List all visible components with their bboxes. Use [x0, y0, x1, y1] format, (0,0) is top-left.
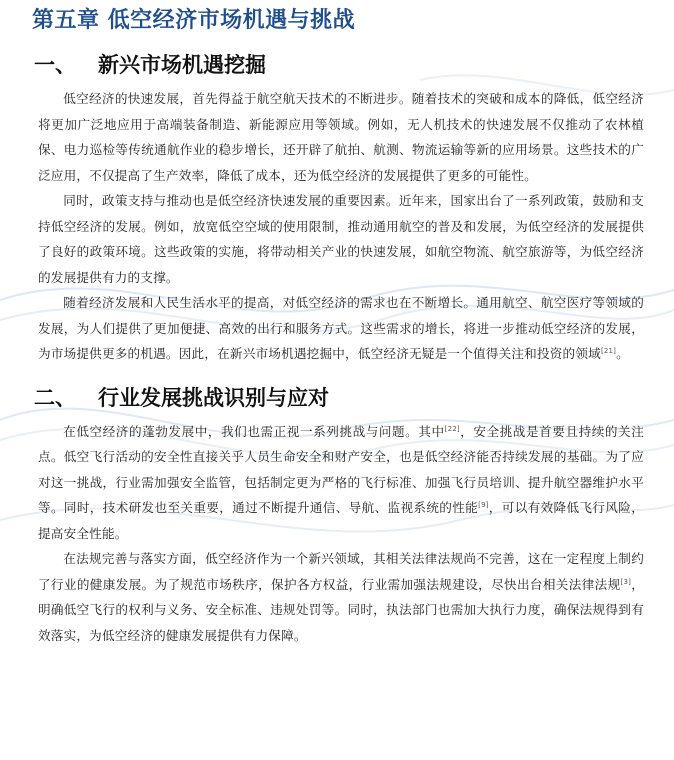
chapter-title: 第五章 低空经济市场机遇与挑战	[32, 8, 356, 33]
paragraph-text: 在法规完善与落实方面，低空经济作为一个新兴领域，其相关法律法规尚不完善，这在一定程度上制约了行业的健康发展。为了规范市场秩序，保护各方权益，行业需加强法规建设，尽快出台相关法律法规	[38, 551, 644, 592]
citation-ref: [3]	[620, 577, 632, 586]
citation-ref: [9]	[478, 500, 489, 509]
section-1-paragraph-3	[26, 290, 644, 367]
section-2-paragraph-2	[26, 546, 644, 648]
section-2-paragraph-1	[26, 419, 644, 547]
section-1-paragraph-1: 低空经济的快速发展，首先得益于航空航天技术的不断进步。随着技术的突破和成本的降低，低空经济将更加广泛地应用于高端装备制造、新能源应用等领域。例如，无人机技术的快速发展不仅推动了农林植保、电力巡检等传统通航作业的稳步增长，还开辟了航拍、航测、物流运输等新的应用场景。这些技术的广泛应用，不仅提高了生产效率，降低了成本，还为低空经济的发展提供了更多的可能性。	[38, 91, 644, 183]
paragraph-text: 。	[616, 346, 629, 361]
paragraph-text: 随着经济发展和人民生活水平的提高，对低空经济的需求也在不断增长。通用航空、航空医疗等领域的发展，为人们提供了更加便捷、高效的出行和服务方式。这些需求的增长，将进一步推动低空经济的发展，为市场提供更多的机遇。因此，在新兴市场机遇挖掘中，低空经济无疑是一个值得关注和投资的领域	[38, 295, 644, 361]
citation-ref: [21]	[600, 346, 617, 355]
paragraph-text: ，可以有效降低飞行风险，提高安全性能。	[38, 500, 644, 541]
section-2-title: 行业发展挑战识别与应对	[98, 385, 329, 410]
paragraph-text: ，安全挑战是首要且持续的关注点。低空飞行活动的安全性直接关乎人员生命安全和财产安全，也是低空经济能否持续发展的基础。为了应对这一挑战，行业需加强安全监管，包括制定更为严格的飞行标准、加强飞行员培训、提升航空器维护水平等。同时，技术研发也至关重要，通过不断提升通信、导航、监视系统的性能	[38, 423, 644, 515]
paragraph-text: ，明确低空飞行的权利与义务、安全标准、违规处罚等。同时，执法部门也需加大执行力度，确保法规得到有效落实，为低空经济的健康发展提供有力保障。	[38, 576, 645, 643]
section-2-heading	[34, 383, 644, 413]
section-1-title: 新兴市场机遇挖掘	[98, 53, 266, 77]
section-1-heading	[34, 50, 644, 80]
section-1-paragraph-2: 同时，政策支持与推动也是低空经济快速发展的重要因素。近年来，国家出台了一系列政策，鼓励和支持低空经济的发展。例如，放宽低空空域的使用限制，推动通用航空的普及和发展，为低空经济的发展提供了良好的政策环境。这些政策的实施，将带动相关产业的快速发展，如航空物流、航空旅游等，为低空经济的发展提供有力的支撑。	[38, 193, 644, 285]
paragraph-text: 在低空经济的蓬勃发展中，我们也需正视一系列挑战与问题。其中	[63, 423, 445, 439]
section-1-number: 一、	[34, 53, 76, 77]
citation-ref: [22]	[444, 424, 460, 433]
section-2-number: 二、	[34, 385, 76, 410]
